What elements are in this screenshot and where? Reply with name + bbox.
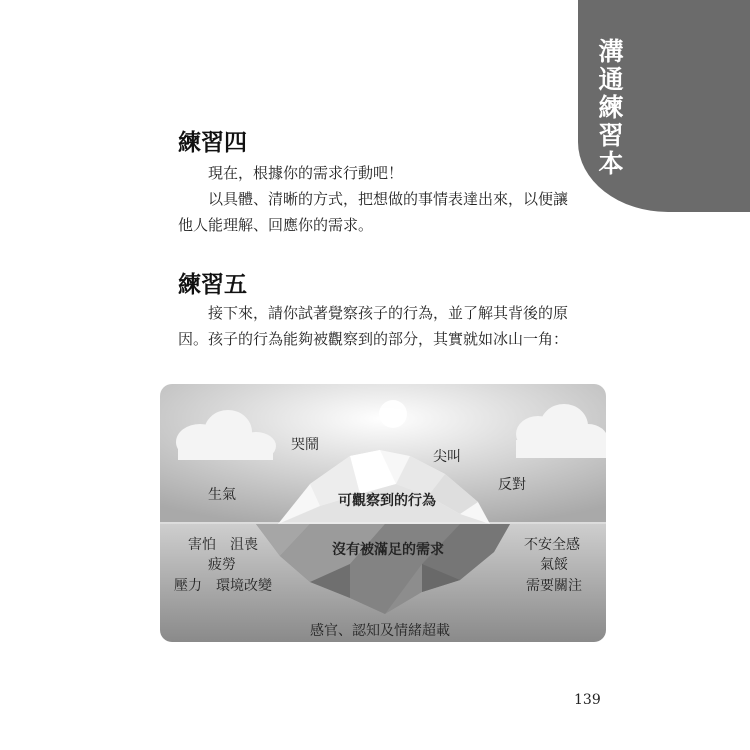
exercise-4-line-2: 以具體、清晰的方式，把想做的事情表達出來，以便讓他人能理解、回應你的需求。 bbox=[178, 190, 569, 234]
label-overload: 感官、認知及情緒超載 bbox=[310, 623, 450, 639]
exercise-5-body bbox=[178, 300, 570, 352]
exercise-4-body bbox=[178, 160, 570, 238]
label-fear-frustration: 害怕 沮喪 bbox=[188, 537, 258, 553]
label-observable-behavior: 可觀察到的行為 bbox=[338, 493, 436, 509]
label-angry: 生氣 bbox=[208, 487, 236, 503]
label-tired: 疲勞 bbox=[208, 557, 236, 573]
iceberg-illustration bbox=[160, 384, 606, 642]
iceberg-graphic bbox=[160, 384, 606, 642]
label-discouraged: 氣餒 bbox=[540, 557, 568, 573]
exercise-5-paragraph: 接下來，請你試著覺察孩子的行為，並了解其背後的原因。孩子的行為能夠被觀察到的部分，其實就如冰山一角： bbox=[178, 304, 569, 348]
page-number: 139 bbox=[574, 692, 601, 708]
sun bbox=[379, 400, 407, 428]
exercise-5-heading: 練習五 bbox=[178, 272, 247, 298]
exercise-4-heading: 練習四 bbox=[178, 130, 247, 156]
label-oppose: 反對 bbox=[498, 477, 526, 493]
chapter-tab-title: 溝通練習本 bbox=[595, 38, 624, 178]
label-cry: 哭鬧 bbox=[291, 437, 319, 453]
label-need-attention: 需要關注 bbox=[526, 578, 582, 594]
exercise-4-line-1: 現在，根據你的需求行動吧！ bbox=[208, 164, 404, 182]
label-insecurity: 不安全感 bbox=[524, 537, 580, 553]
label-scream: 尖叫 bbox=[433, 449, 461, 465]
label-stress-change: 壓力 環境改變 bbox=[174, 578, 272, 594]
label-unmet-needs: 沒有被滿足的需求 bbox=[332, 542, 444, 558]
